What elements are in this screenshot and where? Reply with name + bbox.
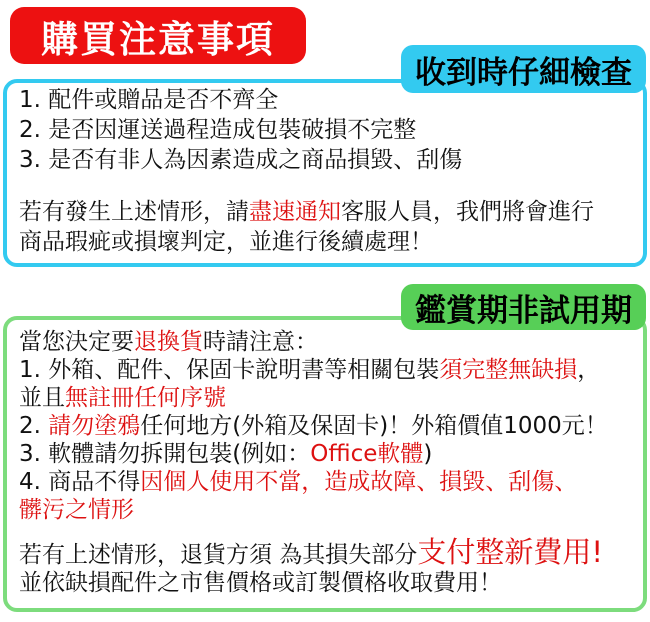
highlighted-text: 因個人使用不當，造成故障、損毀、刮傷、 (140, 469, 578, 495)
notice-text: 4. 商品不得 (19, 469, 141, 495)
notice-line (19, 535, 631, 569)
highlighted-text: Office軟體 (310, 441, 424, 467)
notice-text: 1. 外箱、配件、保固卡說明書等相關包裝 (19, 357, 440, 383)
section-tab-appreciation-period: 鑑賞期非試用期 (401, 284, 646, 330)
notice-line (19, 227, 631, 257)
notice-text: ) (423, 441, 433, 467)
notice-line (19, 356, 631, 384)
notice-text: 2. (19, 413, 49, 439)
notice-text: ， (577, 357, 601, 383)
notice-text: 3. 軟體請勿拆開包裝(例如： (19, 441, 311, 467)
notice-line (19, 115, 631, 145)
notice-line (19, 145, 631, 175)
inspect-on-arrival-box (3, 79, 647, 267)
notice-line (19, 197, 631, 227)
notice-line (19, 496, 631, 524)
notice-line (19, 440, 631, 468)
highlighted-text: 退換貨 (134, 329, 203, 355)
return-policy-text (7, 320, 643, 597)
line-spacer (19, 175, 631, 197)
notice-line (19, 328, 631, 356)
highlighted-text: 盡速通知 (249, 199, 341, 225)
page-title: 購買注意事項 (10, 7, 306, 64)
highlighted-text: 無註冊任何序號 (65, 385, 226, 411)
notice-text: 若有發生上述情形，請 (19, 199, 249, 225)
notice-text: 3. 是否有非人為因素造成之商品損毀、刮傷 (19, 147, 463, 173)
notice-line (19, 384, 631, 412)
notice-line (19, 468, 631, 496)
notice-text: 商品瑕疵或損壞判定，並進行後續處理！ (19, 229, 433, 255)
section-tab-inspect-on-arrival: 收到時仔細檢查 (401, 45, 646, 93)
highlighted-text: 支付整新費用! (417, 535, 603, 569)
notice-text: 客服人員，我們將會進行 (341, 199, 594, 225)
notice-text: 並依缺損配件之市售價格或訂製價格收取費用！ (19, 570, 502, 596)
notice-text: 並且 (19, 385, 65, 411)
return-policy-box (3, 316, 647, 612)
notice-text: 1. 配件或贈品是否不齊全 (19, 87, 279, 113)
notice-text: 2. 是否因運送過程造成包裝破損不完整 (19, 117, 417, 143)
notice-text: 時請注意： (203, 329, 318, 355)
notice-text: 任何地方(外箱及保固卡)！外箱價值1000元！ (140, 413, 608, 439)
notice-line (19, 569, 631, 597)
notice-text: 若有上述情形，退貨方須 為其損失部分 (19, 542, 418, 568)
notice-text: 當您決定要 (19, 329, 134, 355)
inspect-on-arrival-text (7, 83, 643, 257)
highlighted-text: 請勿塗鴉 (48, 413, 141, 439)
highlighted-text: 須完整無缺損 (439, 357, 578, 383)
highlighted-text: 髒污之情形 (19, 497, 134, 523)
notice-line (19, 412, 631, 440)
